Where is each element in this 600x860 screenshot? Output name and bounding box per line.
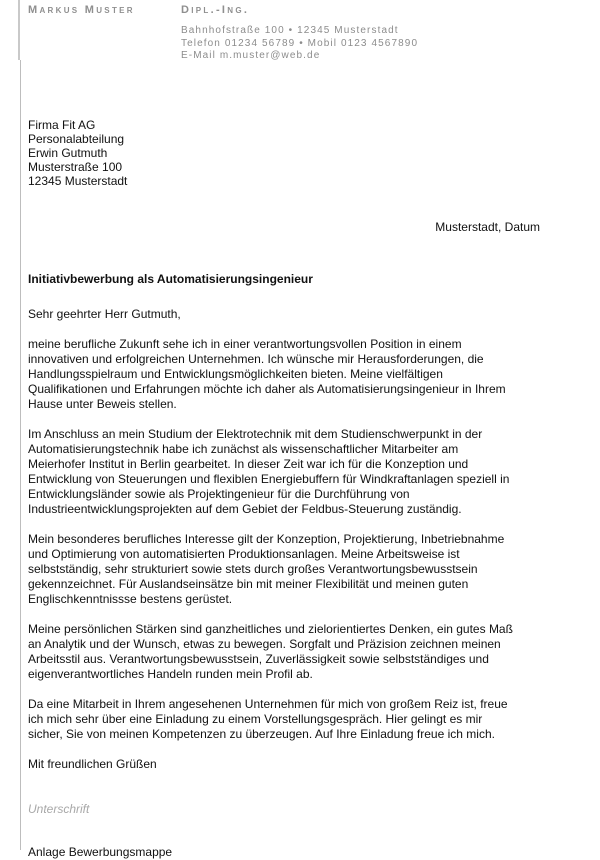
paragraph-line: Mein besonderes berufliches Interesse gilt der Konzeption, Projektierung, Inbetriebnahme [28,532,505,546]
sender-address-line: Bahnhofstraße 100 • 12345 Musterstadt [181,25,399,36]
place-date: Musterstadt, Datum [435,220,540,234]
paragraph-line: Qualifikationen und Erfahrungen möchte ich daher als Automatisierungsingenieur in Ihrem [28,382,506,396]
paragraph-line: meine berufliche Zukunft sehe ich in einer verantwortungsvollen Position in einem [28,337,462,351]
paragraph-line: selbstständig, sehr strukturiert sowie stets durch großes Verantwortungsbewusstsein [28,562,478,576]
salutation: Sehr geehrter Herr Gutmuth, [28,307,181,321]
paragraph-line: gekennzeichnet. Für Auslandseinsätze bin mit meiner Flexibilität und meinen guten [28,577,469,591]
paragraph-line: Meierhofer Institut in Berlin gearbeitet. In dieser Zeit war ich für die Konzeption und [28,457,469,471]
enclosure-line: Anlage Bewerbungsmappe [28,845,173,859]
body-paragraph [28,532,548,607]
recipient-company: Firma Fit AG [28,118,96,132]
closing-phrase: Mit freundlichen Grüßen [28,757,157,771]
paragraph-line: Da eine Mitarbeit in Ihrem angesehenen Unternehmen für mich von großem Reiz ist, freue [28,697,508,711]
body-paragraph [28,337,548,412]
body-paragraph [28,427,548,517]
paragraph-line: Meine persönlichen Stärken sind ganzheitliches und zielorientiertes Denken, ein gutes Maß [28,622,513,636]
paragraph-line: Englischkenntnissse bestens gerüstet. [28,592,233,606]
letter-body [28,307,548,860]
paragraph-line: Handlungsspielraum und Entwicklungsmöglichkeiten bieten. Meine vielfältigen [28,367,443,381]
sender-title: Dipl.-Ing. [181,4,250,16]
body-paragraph [28,622,548,682]
recipient-address [28,118,127,188]
recipient-person: Erwin Gutmuth [28,146,108,160]
paragraph-line: Im Anschluss an mein Studium der Elektrotechnik mit dem Studienschwerpunkt in der [28,427,483,441]
paragraph-line: Hause unter Beweis stellen. [28,397,177,411]
signature-placeholder: Unterschrift [28,802,90,816]
paragraph-line: und Optimierung von automatisierten Produktionsanlagen. Meine Arbeitsweise ist [28,547,460,561]
paragraph-line: innovativen und erfolgreichen Unternehmen. Ich wünsche mir Herausforderungen, die [28,352,484,366]
recipient-street: Musterstraße 100 [28,160,123,174]
paragraph-line: Entwicklungsländer sowie als Projektingenieur für die Durchführung von [28,487,410,501]
recipient-department: Personalabteilung [28,132,125,146]
paragraph-line: eigenverantwortliches Handeln runden mein Profil ab. [28,667,313,681]
paragraph-line: sicher, Sie von meinen Kompetenzen zu überzeugen. Auf Ihre Einladung freue ich mich. [28,727,495,741]
sender-name: Markus Muster [28,4,135,16]
paragraph-line: Arbeitsstil aus. Verantwortungsbewusstsein, Zuverlässigkeit sowie selbstständiges und [28,652,489,666]
sender-email-line: E-Mail m.muster@web.de [181,50,321,61]
paragraph-line: Industrieentwicklungsprojekten auf dem Gebiet der Feldbus-Steuerung zuständig. [28,502,462,516]
paragraph-line: Entwicklung von Steuerungen und flexiblen Energiebuffern für Windkraftanlagen speziell in [28,472,510,486]
recipient-city: 12345 Musterstadt [28,174,128,188]
letter-subject: Initiativbewerbung als Automatisierungsingenieur [28,272,313,287]
paragraph-line: ich mich sehr über eine Einladung zu einem Vorstellungsgespräch. Hier gelingt es mir [28,712,483,726]
paragraph-line: Automatisierungstechnik habe ich zunächst als wissenschaftlicher Mitarbeiter am [28,442,459,456]
paragraph-line: an Analytik und der Wunsch, etwas zu bewegen. Sorgfalt und Präzision zeichnen meinen [28,637,501,651]
left-margin-rule [20,60,21,850]
sender-contact-block [181,25,418,63]
body-paragraph [28,697,548,742]
sender-phone-line: Telefon 01234 56789 • Mobil 0123 4567890 [181,37,419,49]
letterhead [0,0,600,70]
